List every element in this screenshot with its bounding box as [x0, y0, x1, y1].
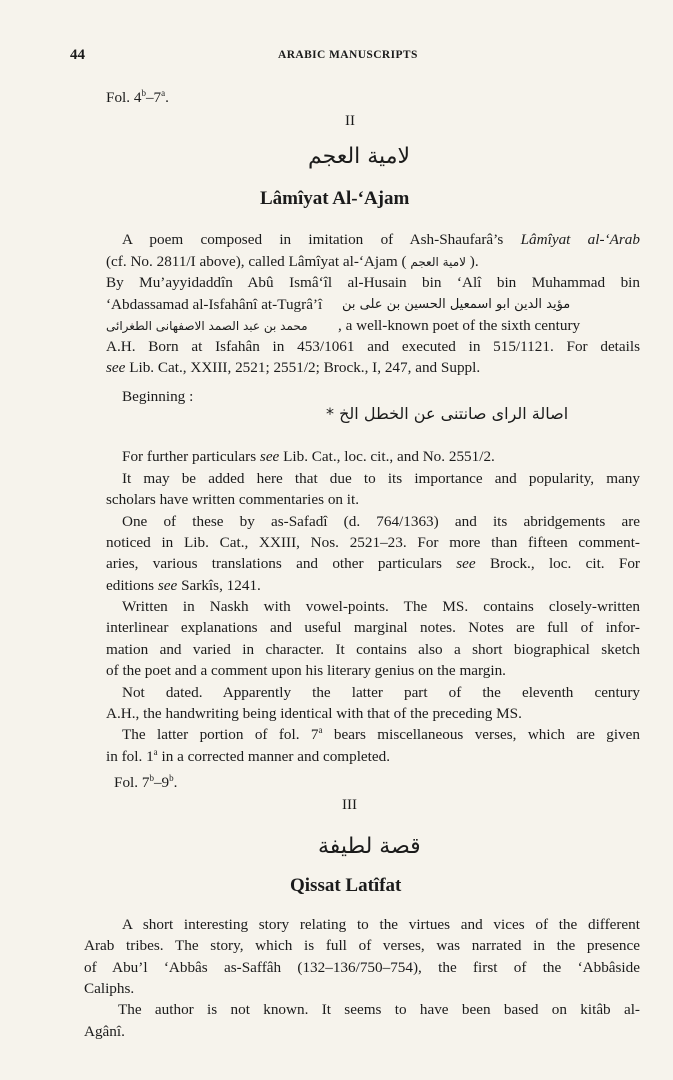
text-line: interlinear explanations and useful marginal notes. Notes are full of infor-	[106, 619, 640, 636]
text-line: For further particulars see Lib. Cat., loc. cit., and No. 2551/2.	[122, 448, 495, 465]
text-line: Arab tribes. The story, which is full of verses, was narrated in the presence	[84, 937, 640, 954]
text-line: Caliphs.	[84, 980, 135, 997]
text-line: of Abu’l ‘Abbâs as-Saffâh (132–136/750–754), the first of the ‘Abbâside	[84, 959, 640, 976]
text-line: aries, various translations and other particulars see Brock., loc. cit. For	[106, 555, 640, 572]
section-numeral: III	[342, 797, 357, 813]
section-title: Qissat Latîfat	[290, 875, 402, 896]
folio-range: Fol. 7$^b$–9$^b$.	[114, 772, 178, 791]
arabic-incipit: اصالة الراى صانتنى عن الخطل الخ *	[326, 404, 569, 423]
text-line: The latter portion of fol. 7$^a$ bears miscellaneous verses, which are given	[122, 724, 640, 743]
text-line: see Lib. Cat., XXIII, 2521; 2551/2; Brock., I, 247, and Suppl.	[106, 359, 481, 376]
text-line: scholars have written commentaries on it.	[106, 491, 360, 508]
running-title: ARABIC MANUSCRIPTS	[278, 49, 418, 61]
text-line: in fol. 1$^a$ in a corrected manner and completed.	[106, 746, 391, 765]
arabic-title: قصة لطيفة	[318, 834, 421, 859]
text-line: noticed in Lib. Cat., XXIII, Nos. 2521–23. For more than fifteen comment-	[106, 534, 640, 551]
text-line: A short interesting story relating to the virtues and vices of the different	[122, 916, 640, 933]
text-line: of the poet and a comment upon his literary genius on the margin.	[106, 662, 506, 679]
section-title: Lâmîyat Al-‘Ajam	[260, 188, 410, 209]
text-line: It may be added here that due to its importance and popularity, many	[122, 470, 640, 487]
page-number: 44	[70, 47, 85, 63]
arabic-title: لامية العجم	[308, 144, 411, 169]
section-numeral: II	[345, 113, 355, 129]
text-line: A poem composed in imitation of Ash-Shaufarâ’s Lâmîyat al-‘Arab	[122, 231, 640, 248]
text-line: A.H. Born at Isfahân in 453/1061 and executed in 515/1121. For details	[106, 338, 640, 355]
text-line: (cf. No. 2811/I above), called Lâmîyat al-‘Ajam ( لامية العجم ).	[106, 253, 479, 270]
beginning-label: Beginning :	[122, 388, 194, 405]
folio-range: Fol. 4$^b$–7$^a$.	[106, 87, 169, 106]
text-line: editions see Sarkîs, 1241.	[106, 577, 261, 594]
text-line: Not dated. Apparently the latter part of the eleventh century	[122, 684, 640, 701]
text-line: Agânî.	[84, 1023, 125, 1040]
text-line: By Mu’ayyidaddîn Abû Ismâ‘îl al-Husain bin ‘Alî bin Muhammad bin	[106, 274, 640, 291]
text-line: ‘Abdassamad al-Isfahânî at-Tugrâ’î	[106, 296, 323, 313]
text-line: , a well-known poet of the sixth century	[338, 317, 581, 334]
arabic-name-text: محمد بن عبد الصمد الاصفهانى الطغرائى	[106, 319, 308, 333]
text-line: The author is not known. It seems to have been based on kitâb al-	[118, 1001, 640, 1018]
arabic-name-text: مؤيد الدين ابو اسمعيل الحسين بن على بن	[342, 297, 571, 312]
text-line: mation and varied in character. It contains also a short biographical sketch	[106, 641, 640, 658]
text-line: A.H., the handwriting being identical with that of the preceding MS.	[106, 705, 522, 722]
text-line: Written in Naskh with vowel-points. The MS. contains closely-written	[122, 598, 640, 615]
text-line: One of these by as-Safadî (d. 764/1363) and its abridgements are	[122, 513, 640, 530]
